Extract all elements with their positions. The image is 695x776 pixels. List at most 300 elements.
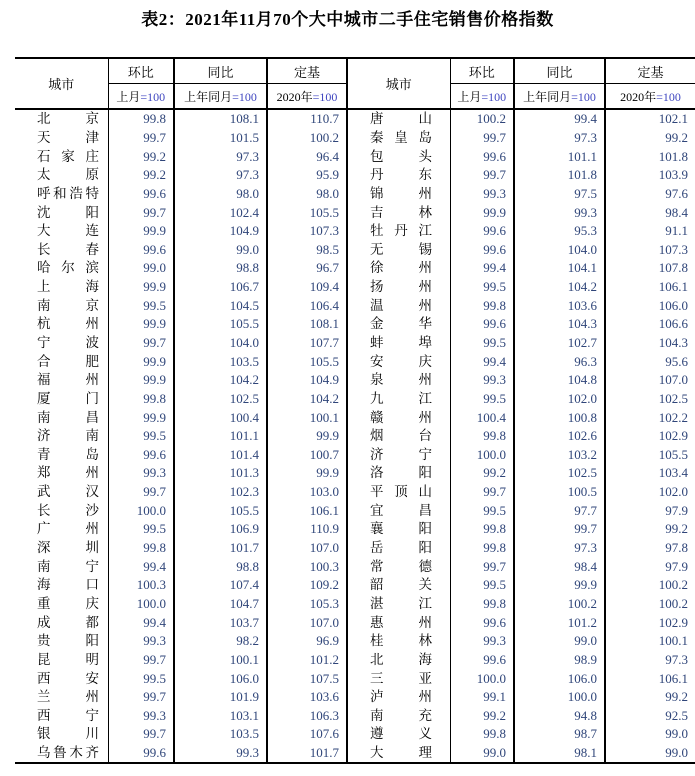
- fixed-value-left: 100.3: [267, 557, 347, 576]
- mom-value-right: 100.0: [450, 669, 514, 688]
- fixed-value-right: 102.9: [658, 428, 688, 444]
- city-name: 宁波: [37, 335, 99, 350]
- mom-value-left: 99.0: [108, 259, 174, 278]
- fixed-value-left: 107.0: [267, 613, 347, 632]
- fixed-value-left: 104.9: [267, 371, 347, 390]
- subheader-yoy-right: [514, 84, 605, 110]
- city-cell-right: [347, 315, 450, 334]
- fixed-value-right: 100.1: [658, 633, 688, 649]
- fixed-value-left: 96.4: [267, 147, 347, 166]
- city-name: 重庆: [37, 595, 99, 611]
- table-row: [15, 315, 695, 334]
- city-cell-right: [347, 390, 450, 409]
- yoy-value-left: 98.0: [174, 185, 267, 204]
- mom-value-right: 99.6: [450, 315, 514, 334]
- city-name: 青岛: [37, 446, 99, 462]
- table-row: [15, 203, 695, 222]
- yoy-value-right: 100.8: [514, 408, 605, 427]
- table-row: [15, 408, 695, 427]
- table-row: [15, 240, 695, 259]
- mom-value-right: 99.7: [450, 557, 514, 576]
- mom-value-left: 99.7: [108, 725, 174, 744]
- table-row: [15, 632, 695, 651]
- yoy-value-left: 101.1: [174, 427, 267, 446]
- mom-value-left: 100.0: [108, 595, 174, 614]
- fixed-value-right: 104.3: [658, 335, 688, 350]
- fixed-value-left: 104.2: [267, 390, 347, 409]
- mom-value-left: 99.8: [108, 109, 174, 129]
- mom-value-right: 99.5: [450, 334, 514, 353]
- city-cell-left: [15, 501, 108, 520]
- city-cell-right: [347, 109, 450, 129]
- city-name: 大理: [370, 745, 432, 761]
- subheader-suffix: =100: [232, 89, 257, 104]
- mom-value-left: 99.7: [108, 203, 174, 222]
- yoy-value-left: 104.0: [174, 334, 267, 353]
- table-row: [15, 147, 695, 166]
- city-cell-right: [347, 222, 450, 241]
- city-name: 烟台: [370, 428, 432, 444]
- city-cell-right: [347, 427, 450, 446]
- table-row: [15, 109, 695, 129]
- mom-value-left: 99.6: [108, 744, 174, 764]
- subheader-fixed-left: [267, 84, 347, 110]
- mom-value-right: 99.6: [450, 240, 514, 259]
- yoy-value-right: 100.5: [514, 483, 605, 502]
- mom-value-right: 99.6: [450, 147, 514, 166]
- city-cell-right: [347, 464, 450, 483]
- city-name: 北海: [370, 651, 432, 667]
- city-cell-right: [347, 129, 450, 148]
- city-cell-left: [15, 446, 108, 465]
- city-cell-right: [347, 576, 450, 595]
- fixed-value-right: 101.8: [658, 148, 688, 164]
- city-cell-right: [347, 520, 450, 539]
- city-cell-left: [15, 613, 108, 632]
- yoy-value-left: 101.3: [174, 464, 267, 483]
- city-name: 哈尔滨: [37, 260, 99, 276]
- city-cell-left: [15, 203, 108, 222]
- city-name: 韶关: [370, 577, 432, 593]
- subheader-suffix: =100: [312, 89, 338, 104]
- yoy-value-right: 100.0: [514, 688, 605, 707]
- city-name: 常德: [370, 558, 432, 574]
- city-cell-right: [347, 147, 450, 166]
- yoy-value-left: 97.3: [174, 147, 267, 166]
- fixed-value-left: 103.0: [267, 483, 347, 502]
- city-name: 襄阳: [370, 521, 432, 537]
- city-name: 石家庄: [37, 148, 99, 164]
- yoy-value-right: 104.0: [514, 240, 605, 259]
- city-name: 九江: [370, 390, 432, 406]
- fixed-value-left: 99.9: [267, 464, 347, 483]
- yoy-value-right: 104.3: [514, 315, 605, 334]
- subheader-suffix: =100: [571, 89, 596, 104]
- city-cell-right: [347, 501, 450, 520]
- fixed-value-right: 97.6: [665, 185, 688, 201]
- mom-value-left: 99.7: [108, 334, 174, 353]
- yoy-value-left: 104.2: [174, 371, 267, 390]
- fixed-value-left: 100.1: [267, 408, 347, 427]
- yoy-value-left: 99.3: [174, 744, 267, 764]
- table-row: [15, 744, 695, 764]
- fixed-value-right: 106.1: [658, 670, 688, 686]
- city-cell-right: [347, 334, 450, 353]
- fixed-value-right: 102.1: [658, 111, 688, 127]
- yoy-value-left: 103.5: [174, 725, 267, 744]
- subheader-suffix: =100: [481, 89, 507, 104]
- city-name: 广州: [37, 521, 99, 537]
- price-index-table: [15, 57, 695, 764]
- mom-value-left: 99.9: [108, 278, 174, 297]
- yoy-value-left: 103.7: [174, 613, 267, 632]
- city-cell-left: [15, 539, 108, 558]
- mom-value-right: 100.4: [450, 408, 514, 427]
- table-row: [15, 595, 695, 614]
- yoy-value-left: 101.5: [174, 129, 267, 148]
- header-mom-left: 环比: [108, 58, 174, 84]
- table-row: [15, 669, 695, 688]
- yoy-value-right: 97.3: [514, 129, 605, 148]
- table-row: [15, 259, 695, 278]
- fixed-value-right: 102.2: [658, 409, 688, 425]
- city-name: 福州: [37, 372, 99, 388]
- yoy-value-right: 98.9: [514, 651, 605, 670]
- yoy-value-right: 102.0: [514, 390, 605, 409]
- table-row: [15, 185, 695, 204]
- mom-value-left: 99.7: [108, 651, 174, 670]
- city-cell-left: [15, 688, 108, 707]
- yoy-value-right: 102.6: [514, 427, 605, 446]
- city-name: 扬州: [370, 279, 432, 295]
- city-name: 遵义: [370, 726, 432, 742]
- city-cell-left: [15, 352, 108, 371]
- table-row: [15, 520, 695, 539]
- fixed-value-right: 107.8: [658, 260, 688, 276]
- city-name: 北京: [37, 111, 99, 127]
- city-cell-left: [15, 595, 108, 614]
- yoy-value-left: 103.1: [174, 707, 267, 726]
- city-cell-left: [15, 557, 108, 576]
- yoy-value-right: 99.0: [514, 632, 605, 651]
- yoy-value-right: 101.8: [514, 166, 605, 185]
- city-name: 兰州: [37, 689, 99, 705]
- city-name: 金华: [370, 316, 432, 332]
- fixed-value-left: 109.4: [267, 278, 347, 297]
- fixed-value-right: 97.9: [665, 558, 688, 574]
- fixed-value-right: 97.8: [665, 540, 688, 556]
- city-name: 深圳: [37, 540, 99, 556]
- table-row: [15, 296, 695, 315]
- fixed-value-left: 106.3: [267, 707, 347, 726]
- fixed-value-left: 98.5: [267, 240, 347, 259]
- city-name: 南宁: [37, 558, 99, 574]
- mom-value-left: 99.7: [108, 688, 174, 707]
- city-name: 泸州: [370, 689, 432, 705]
- city-name: 牡丹江: [370, 223, 432, 239]
- yoy-value-right: 102.5: [514, 464, 605, 483]
- fixed-value-left: 100.7: [267, 446, 347, 465]
- yoy-value-right: 104.1: [514, 259, 605, 278]
- city-name: 岳阳: [370, 540, 432, 556]
- city-name: 西安: [37, 670, 99, 686]
- mom-value-right: 99.7: [450, 483, 514, 502]
- city-cell-right: [347, 725, 450, 744]
- yoy-value-left: 105.5: [174, 501, 267, 520]
- yoy-value-right: 104.2: [514, 278, 605, 297]
- mom-value-right: 100.2: [450, 109, 514, 129]
- yoy-value-left: 98.8: [174, 557, 267, 576]
- mom-value-left: 99.5: [108, 427, 174, 446]
- yoy-value-left: 98.2: [174, 632, 267, 651]
- yoy-value-left: 105.5: [174, 315, 267, 334]
- table-row: [15, 371, 695, 390]
- table-row: [15, 390, 695, 409]
- city-cell-left: [15, 259, 108, 278]
- mom-value-right: 99.9: [450, 203, 514, 222]
- subheader-prefix: 上月: [457, 89, 482, 104]
- city-cell-right: [347, 707, 450, 726]
- yoy-value-right: 98.7: [514, 725, 605, 744]
- table-body: [15, 109, 695, 763]
- city-name: 赣州: [370, 409, 432, 425]
- city-name: 桂林: [370, 633, 432, 649]
- table-row: [15, 166, 695, 185]
- city-cell-left: [15, 315, 108, 334]
- city-name: 长春: [37, 241, 99, 257]
- header-city-right: 城市: [347, 58, 450, 109]
- table-row: [15, 613, 695, 632]
- mom-value-right: 99.8: [450, 520, 514, 539]
- mom-value-right: 99.2: [450, 464, 514, 483]
- city-name: 济南: [37, 428, 99, 444]
- mom-value-left: 100.3: [108, 576, 174, 595]
- city-name: 海口: [37, 577, 99, 593]
- header-fixed-right: 定基: [605, 58, 695, 84]
- city-cell-right: [347, 352, 450, 371]
- city-name: 西宁: [37, 707, 99, 723]
- fixed-value-right: 97.3: [665, 651, 688, 667]
- city-name: 乌鲁木齐: [37, 745, 99, 761]
- mom-value-left: 99.2: [108, 147, 174, 166]
- yoy-value-left: 104.7: [174, 595, 267, 614]
- city-cell-left: [15, 707, 108, 726]
- fixed-value-left: 107.3: [267, 222, 347, 241]
- fixed-value-right: 102.9: [658, 614, 688, 630]
- table-row: [15, 725, 695, 744]
- table-row: [15, 334, 695, 353]
- city-name: 泉州: [370, 372, 432, 388]
- mom-value-right: 99.7: [450, 166, 514, 185]
- mom-value-left: 99.7: [108, 483, 174, 502]
- fixed-value-right: 107.0: [658, 372, 688, 388]
- city-name: 昆明: [37, 651, 99, 667]
- fixed-value-right: 106.1: [658, 279, 688, 295]
- city-cell-left: [15, 669, 108, 688]
- table-row: [15, 651, 695, 670]
- city-cell-left: [15, 278, 108, 297]
- city-name: 呼和浩特: [37, 185, 99, 201]
- city-name: 安庆: [370, 353, 432, 369]
- table-row: [15, 222, 695, 241]
- city-cell-left: [15, 483, 108, 502]
- yoy-value-right: 99.7: [514, 520, 605, 539]
- city-name: 湛江: [370, 595, 432, 611]
- mom-value-left: 99.5: [108, 669, 174, 688]
- yoy-value-left: 98.8: [174, 259, 267, 278]
- header-mom-right: 环比: [450, 58, 514, 84]
- city-cell-left: [15, 464, 108, 483]
- city-name: 惠州: [370, 614, 432, 630]
- city-name: 太原: [37, 167, 99, 183]
- fixed-value-left: 107.7: [267, 334, 347, 353]
- mom-value-right: 99.4: [450, 352, 514, 371]
- city-cell-right: [347, 446, 450, 465]
- city-name: 蚌埠: [370, 335, 432, 350]
- fixed-value-left: 107.6: [267, 725, 347, 744]
- city-name: 长沙: [37, 502, 99, 518]
- city-name: 三亚: [370, 670, 432, 686]
- city-cell-right: [347, 613, 450, 632]
- mom-value-right: 99.5: [450, 278, 514, 297]
- mom-value-left: 99.9: [108, 222, 174, 241]
- city-cell-right: [347, 185, 450, 204]
- city-name: 成都: [37, 614, 99, 630]
- city-name: 包头: [370, 148, 432, 164]
- fixed-value-right: 92.5: [665, 707, 688, 723]
- city-cell-right: [347, 557, 450, 576]
- city-cell-left: [15, 408, 108, 427]
- subheader-prefix: 上月: [116, 89, 141, 104]
- city-name: 南昌: [37, 409, 99, 425]
- subheader-prefix: 2020年: [620, 89, 657, 104]
- fixed-value-right: 107.3: [658, 241, 688, 257]
- city-cell-left: [15, 296, 108, 315]
- table-header: [15, 58, 695, 109]
- header-yoy-left: 同比: [174, 58, 267, 84]
- yoy-value-right: 97.5: [514, 185, 605, 204]
- mom-value-right: 99.3: [450, 632, 514, 651]
- mom-value-right: 99.8: [450, 296, 514, 315]
- subheader-prefix: 上年同月: [184, 89, 233, 104]
- city-cell-right: [347, 166, 450, 185]
- table-row: [15, 557, 695, 576]
- table-row: [15, 427, 695, 446]
- fixed-value-left: 105.5: [267, 352, 347, 371]
- header-fixed-left: 定基: [267, 58, 347, 84]
- yoy-value-left: 100.1: [174, 651, 267, 670]
- yoy-value-right: 106.0: [514, 669, 605, 688]
- mom-value-left: 99.8: [108, 390, 174, 409]
- fixed-value-right: 99.0: [665, 745, 688, 761]
- fixed-value-left: 107.0: [267, 539, 347, 558]
- yoy-value-left: 102.3: [174, 483, 267, 502]
- header-city-left: 城市: [15, 58, 108, 109]
- city-cell-left: [15, 632, 108, 651]
- mom-value-right: 99.6: [450, 613, 514, 632]
- yoy-value-left: 101.4: [174, 446, 267, 465]
- city-name: 宜昌: [370, 502, 432, 518]
- mom-value-right: 99.5: [450, 501, 514, 520]
- yoy-value-right: 99.9: [514, 576, 605, 595]
- yoy-value-right: 102.7: [514, 334, 605, 353]
- subheader-prefix: 上年同月: [523, 89, 572, 104]
- city-name: 沈阳: [37, 204, 99, 220]
- fixed-value-right: 100.2: [658, 595, 688, 611]
- yoy-value-left: 99.0: [174, 240, 267, 259]
- city-name: 大连: [37, 223, 99, 239]
- city-name: 银川: [37, 726, 99, 742]
- fixed-value-right: 99.0: [665, 726, 688, 742]
- yoy-value-right: 96.3: [514, 352, 605, 371]
- mom-value-right: 99.3: [450, 371, 514, 390]
- city-name: 杭州: [37, 316, 99, 332]
- mom-value-right: 99.8: [450, 427, 514, 446]
- yoy-value-left: 101.9: [174, 688, 267, 707]
- mom-value-left: 99.3: [108, 707, 174, 726]
- table-row: [15, 501, 695, 520]
- city-cell-right: [347, 296, 450, 315]
- fixed-value-left: 98.0: [267, 185, 347, 204]
- mom-value-left: 99.2: [108, 166, 174, 185]
- mom-value-left: 99.7: [108, 129, 174, 148]
- city-cell-right: [347, 483, 450, 502]
- city-name: 武汉: [37, 484, 99, 500]
- city-cell-left: [15, 427, 108, 446]
- mom-value-left: 99.4: [108, 613, 174, 632]
- yoy-value-right: 98.1: [514, 744, 605, 764]
- mom-value-left: 99.4: [108, 557, 174, 576]
- fixed-value-right: 99.2: [665, 689, 688, 705]
- city-name: 无锡: [370, 241, 432, 257]
- city-cell-left: [15, 185, 108, 204]
- mom-value-left: 99.6: [108, 446, 174, 465]
- yoy-value-left: 104.5: [174, 296, 267, 315]
- city-cell-left: [15, 725, 108, 744]
- yoy-value-left: 107.4: [174, 576, 267, 595]
- page-title: 表2：2021年11月70个大中城市二手住宅销售价格指数: [141, 10, 554, 29]
- mom-value-left: 99.9: [108, 352, 174, 371]
- subheader-prefix: 2020年: [276, 89, 313, 104]
- fixed-value-right: 105.5: [658, 446, 688, 462]
- table-row: [15, 278, 695, 297]
- fixed-value-right: 103.9: [658, 167, 688, 183]
- city-cell-left: [15, 390, 108, 409]
- fixed-value-left: 101.2: [267, 651, 347, 670]
- yoy-value-right: 103.2: [514, 446, 605, 465]
- fixed-value-right: 99.2: [665, 129, 688, 145]
- city-name: 合肥: [37, 353, 99, 369]
- mom-value-left: 99.9: [108, 408, 174, 427]
- mom-value-right: 99.6: [450, 651, 514, 670]
- subheader-yoy-left: [174, 84, 267, 110]
- city-cell-left: [15, 109, 108, 129]
- city-cell-left: [15, 744, 108, 764]
- table-row: [15, 129, 695, 148]
- table-row: [15, 464, 695, 483]
- fixed-value-left: 99.9: [267, 427, 347, 446]
- city-cell-right: [347, 688, 450, 707]
- subheader-suffix: =100: [656, 89, 681, 104]
- mom-value-left: 99.5: [108, 296, 174, 315]
- yoy-value-right: 94.8: [514, 707, 605, 726]
- yoy-value-left: 102.5: [174, 390, 267, 409]
- mom-value-left: 99.6: [108, 185, 174, 204]
- mom-value-right: 99.8: [450, 595, 514, 614]
- mom-value-left: 100.0: [108, 501, 174, 520]
- city-cell-right: [347, 408, 450, 427]
- city-cell-right: [347, 669, 450, 688]
